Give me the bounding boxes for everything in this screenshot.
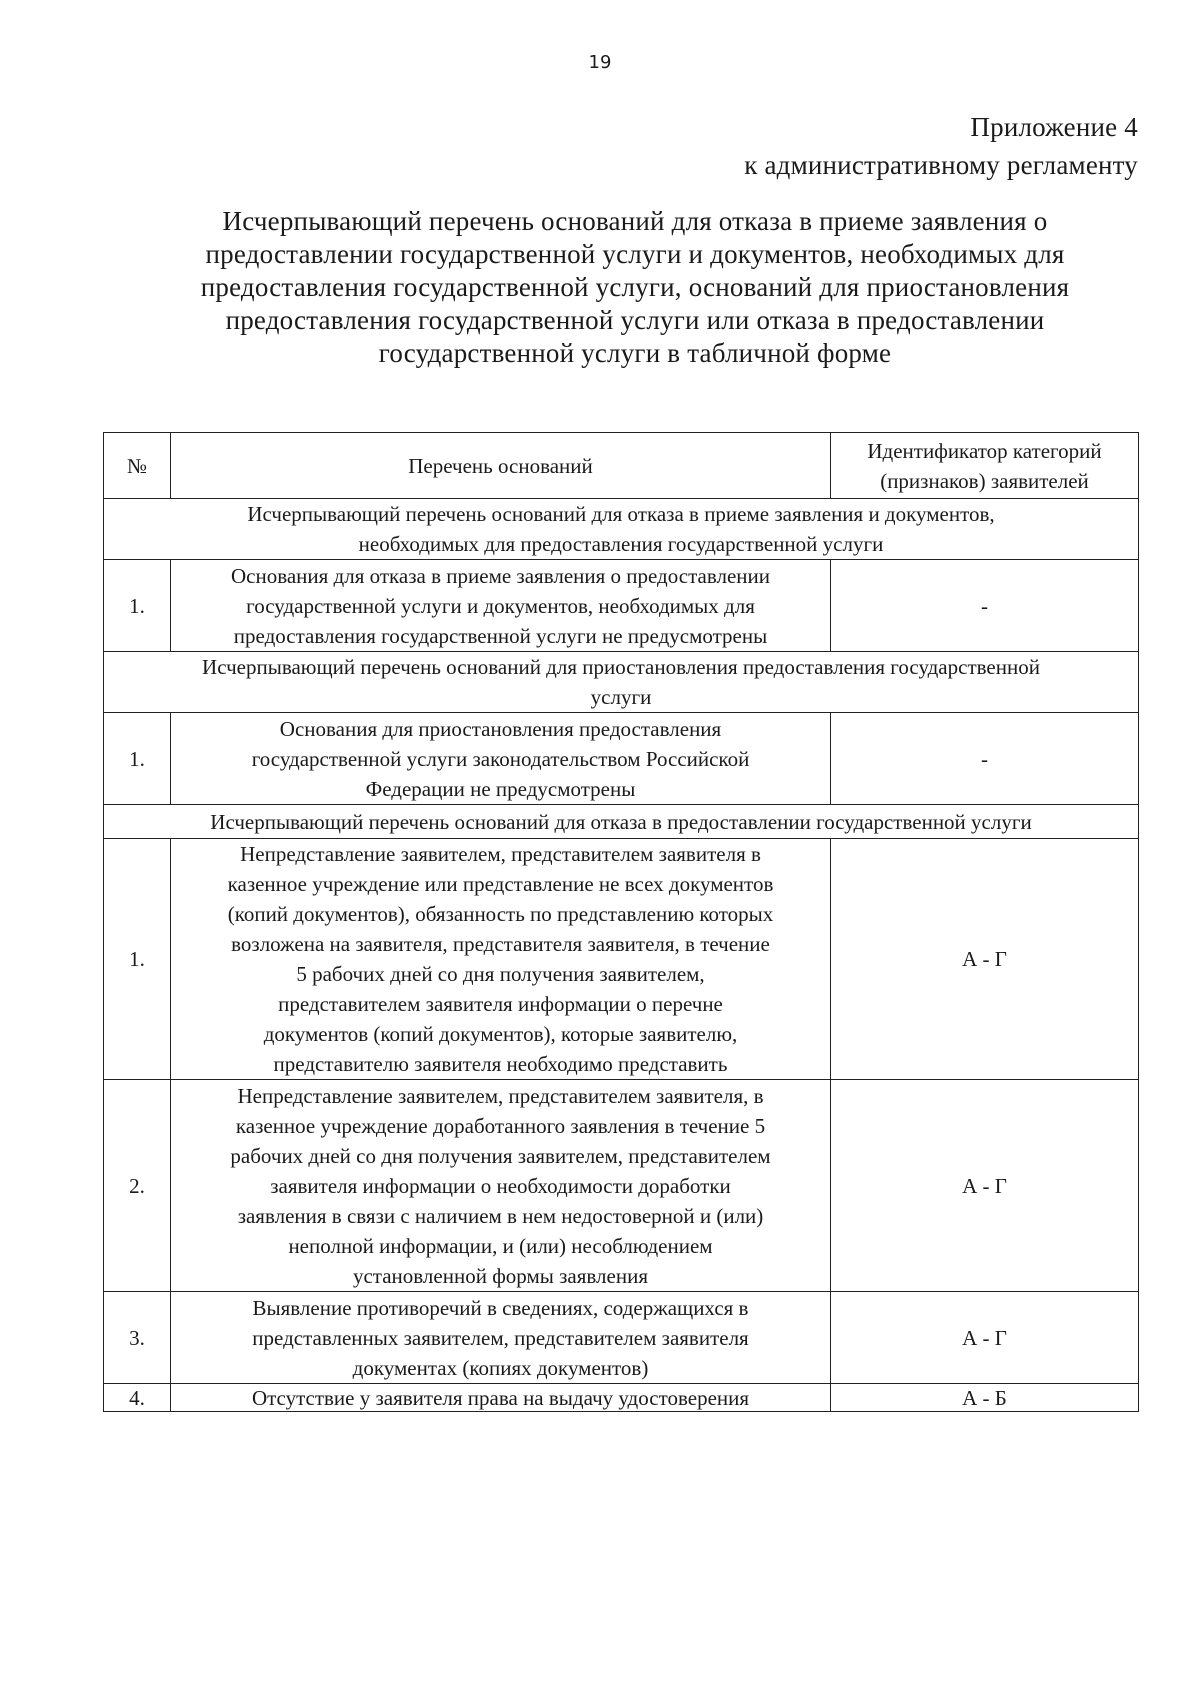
table-row <box>104 560 1139 652</box>
title-line: предоставления государственной услуги, оснований для приостановления <box>200 272 1070 302</box>
table-row <box>104 713 1139 805</box>
title-line: Исчерпывающий перечень оснований для отказа в приеме заявления о <box>222 206 1048 236</box>
row-grounds-text: Отсутствие у заявителя права на выдачу удостоверения <box>171 1384 831 1412</box>
row-grounds-text: Основания для отказа в приеме заявления о предоставлении государственной услуги и документов, необходимых для предоставления государственной услуги не предусмотрены <box>171 560 831 652</box>
section-title: Исчерпывающий перечень оснований для отказа в приеме заявления и документов, необходимых для предоставления государственной услуги <box>104 499 1139 560</box>
section-title: Исчерпывающий перечень оснований для отказа в предоставлении государственной услуги <box>104 805 1139 839</box>
row-identifier: А - Г <box>831 1080 1139 1292</box>
table-row <box>104 1384 1139 1412</box>
table-row <box>104 1080 1139 1292</box>
header-number: № <box>104 433 171 499</box>
title-line: государственной услуги в табличной форме <box>378 338 892 368</box>
row-number: 4. <box>104 1384 171 1412</box>
header-identifier: Идентификатор категорий (признаков) заявителей <box>831 433 1139 499</box>
document-title <box>120 205 1150 370</box>
row-number: 3. <box>104 1292 171 1384</box>
section-title: Исчерпывающий перечень оснований для приостановления предоставления государственной услуги <box>104 652 1139 713</box>
row-grounds-text: Основания для приостановления предоставления государственной услуги законодательством Российской Федерации не предусмотрены <box>171 713 831 805</box>
row-identifier: - <box>831 713 1139 805</box>
title-line: предоставления государственной услуги или отказа в предоставлении <box>225 305 1045 335</box>
row-identifier: - <box>831 560 1139 652</box>
row-identifier: А - Г <box>831 839 1139 1080</box>
row-identifier: А - Б <box>831 1384 1139 1412</box>
section-header-row <box>104 805 1139 839</box>
grounds-table <box>103 432 1139 1412</box>
appendix-label: Приложение 4 <box>970 112 1138 142</box>
header-grounds: Перечень оснований <box>171 433 831 499</box>
page-number: 19 <box>588 52 612 73</box>
table-row <box>104 839 1139 1080</box>
row-number: 1. <box>104 839 171 1080</box>
section-header-row <box>104 499 1139 560</box>
table-header-row <box>104 433 1139 499</box>
table-row <box>104 1292 1139 1384</box>
title-line: предоставлении государственной услуги и документов, необходимых для <box>205 239 1065 269</box>
row-number: 2. <box>104 1080 171 1292</box>
appendix-subtitle: к административному регламенту <box>744 150 1138 180</box>
section-header-row <box>104 652 1139 713</box>
row-grounds-text: Выявление противоречий в сведениях, содержащихся в представленных заявителем, представителем заявителя документах (копиях документов) <box>171 1292 831 1384</box>
row-grounds-text: Непредставление заявителем, представителем заявителя в казенное учреждение или представление не всех документов (копий документов), обязанность по представлению которых возложена на заявителя, представителя заявителя, в течение 5 рабочих дней со дня получения заявителем, представителем заявителя информации о перечне документов (копий документов), которые заявителю, представителю заявителя необходимо представить <box>171 839 831 1080</box>
row-number: 1. <box>104 560 171 652</box>
row-number: 1. <box>104 713 171 805</box>
appendix-header <box>744 108 1138 184</box>
row-identifier: А - Г <box>831 1292 1139 1384</box>
row-grounds-text: Непредставление заявителем, представителем заявителя, в казенное учреждение доработанного заявления в течение 5 рабочих дней со дня получения заявителем, представителем заявителя информации о необходимости доработки заявления в связи с наличием в нем недостоверной и (или) неполной информации, и (или) несоблюдением установленной формы заявления <box>171 1080 831 1292</box>
